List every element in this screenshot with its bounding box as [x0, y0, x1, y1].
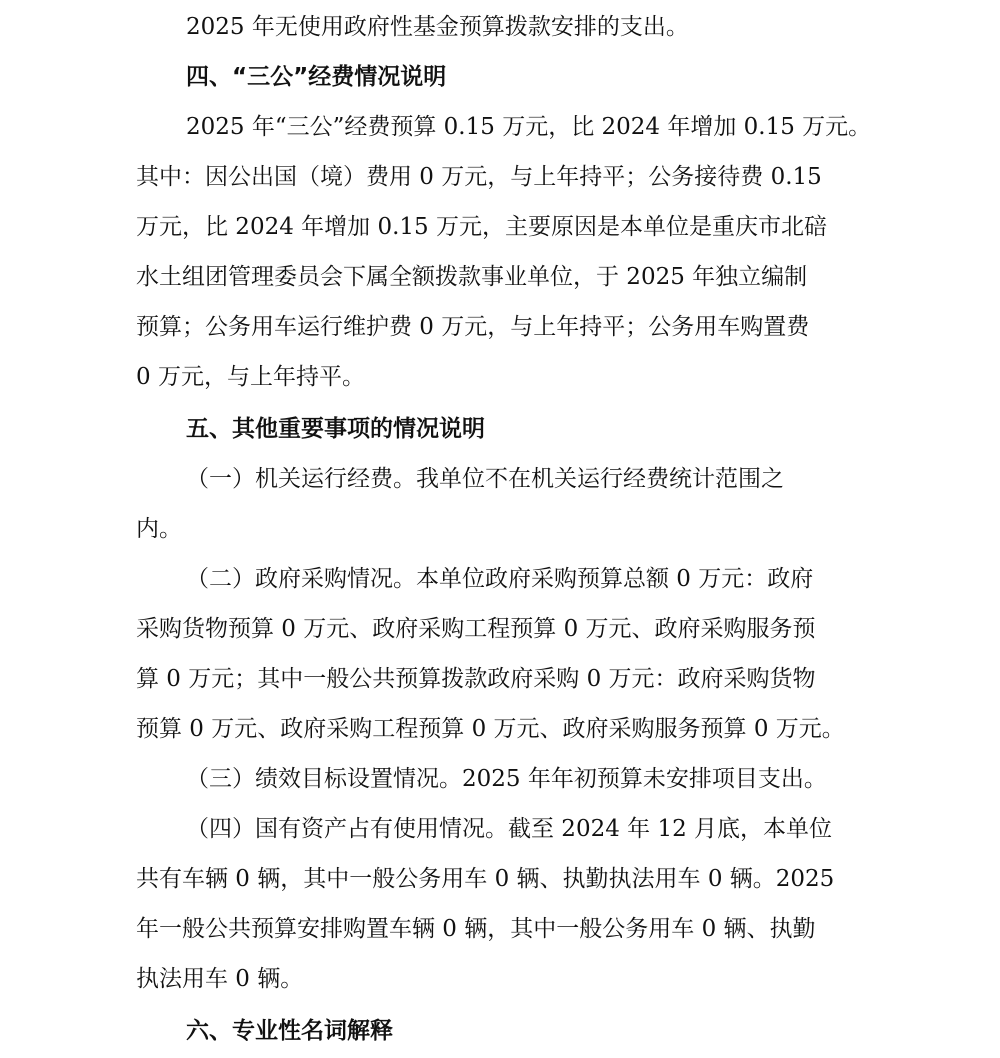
paragraph-line: 万元，比 2024 年增加 0.15 万元，主要原因是本单位是重庆市北碚 — [136, 214, 827, 240]
paragraph-line: 执法用车 0 辆。 — [136, 966, 304, 992]
paragraph-line: （二）政府采购情况。本单位政府采购预算总额 0 万元：政府 — [186, 566, 814, 592]
paragraph-line: 共有车辆 0 辆，其中一般公务用车 0 辆、执勤执法用车 0 辆。2025 — [136, 866, 835, 892]
paragraph-line: 采购货物预算 0 万元、政府采购工程预算 0 万元、政府采购服务预 — [136, 616, 816, 642]
paragraph-line: 2025 年无使用政府性基金预算拨款安排的支出。 — [186, 14, 689, 40]
paragraph-line: （三）绩效目标设置情况。2025 年年初预算未安排项目支出。 — [186, 766, 827, 792]
paragraph-line: 2025 年“三公”经费预算 0.15 万元，比 2024 年增加 0.15 万元。 — [186, 114, 872, 140]
section-heading-three-public: 四、“三公”经费情况说明 — [186, 64, 447, 90]
paragraph-line: 水土组团管理委员会下属全额拨款事业单位，于 2025 年独立编制 — [136, 264, 808, 290]
paragraph-line: 内。 — [136, 516, 182, 542]
paragraph-line: 算 0 万元；其中一般公共预算拨款政府采购 0 万元：政府采购货物 — [136, 666, 816, 692]
paragraph-line: 预算 0 万元、政府采购工程预算 0 万元、政府采购服务预算 0 万元。 — [136, 716, 845, 742]
paragraph-line: 年一般公共预算安排购置车辆 0 辆，其中一般公务用车 0 辆、执勤 — [136, 916, 816, 942]
paragraph-line: 其中：因公出国（境）费用 0 万元，与上年持平；公务接待费 0.15 — [136, 164, 822, 190]
paragraph-line: （一）机关运行经费。我单位不在机关运行经费统计范围之 — [186, 466, 784, 492]
section-heading-other-matters: 五、其他重要事项的情况说明 — [186, 416, 485, 442]
section-heading-terminology: 六、专业性名词解释 — [186, 1018, 393, 1044]
paragraph-line: 预算；公务用车运行维护费 0 万元，与上年持平；公务用车购置费 — [136, 314, 810, 340]
paragraph-line: 0 万元，与上年持平。 — [136, 364, 365, 390]
paragraph-line: （四）国有资产占有使用情况。截至 2024 年 12 月底，本单位 — [186, 816, 833, 842]
